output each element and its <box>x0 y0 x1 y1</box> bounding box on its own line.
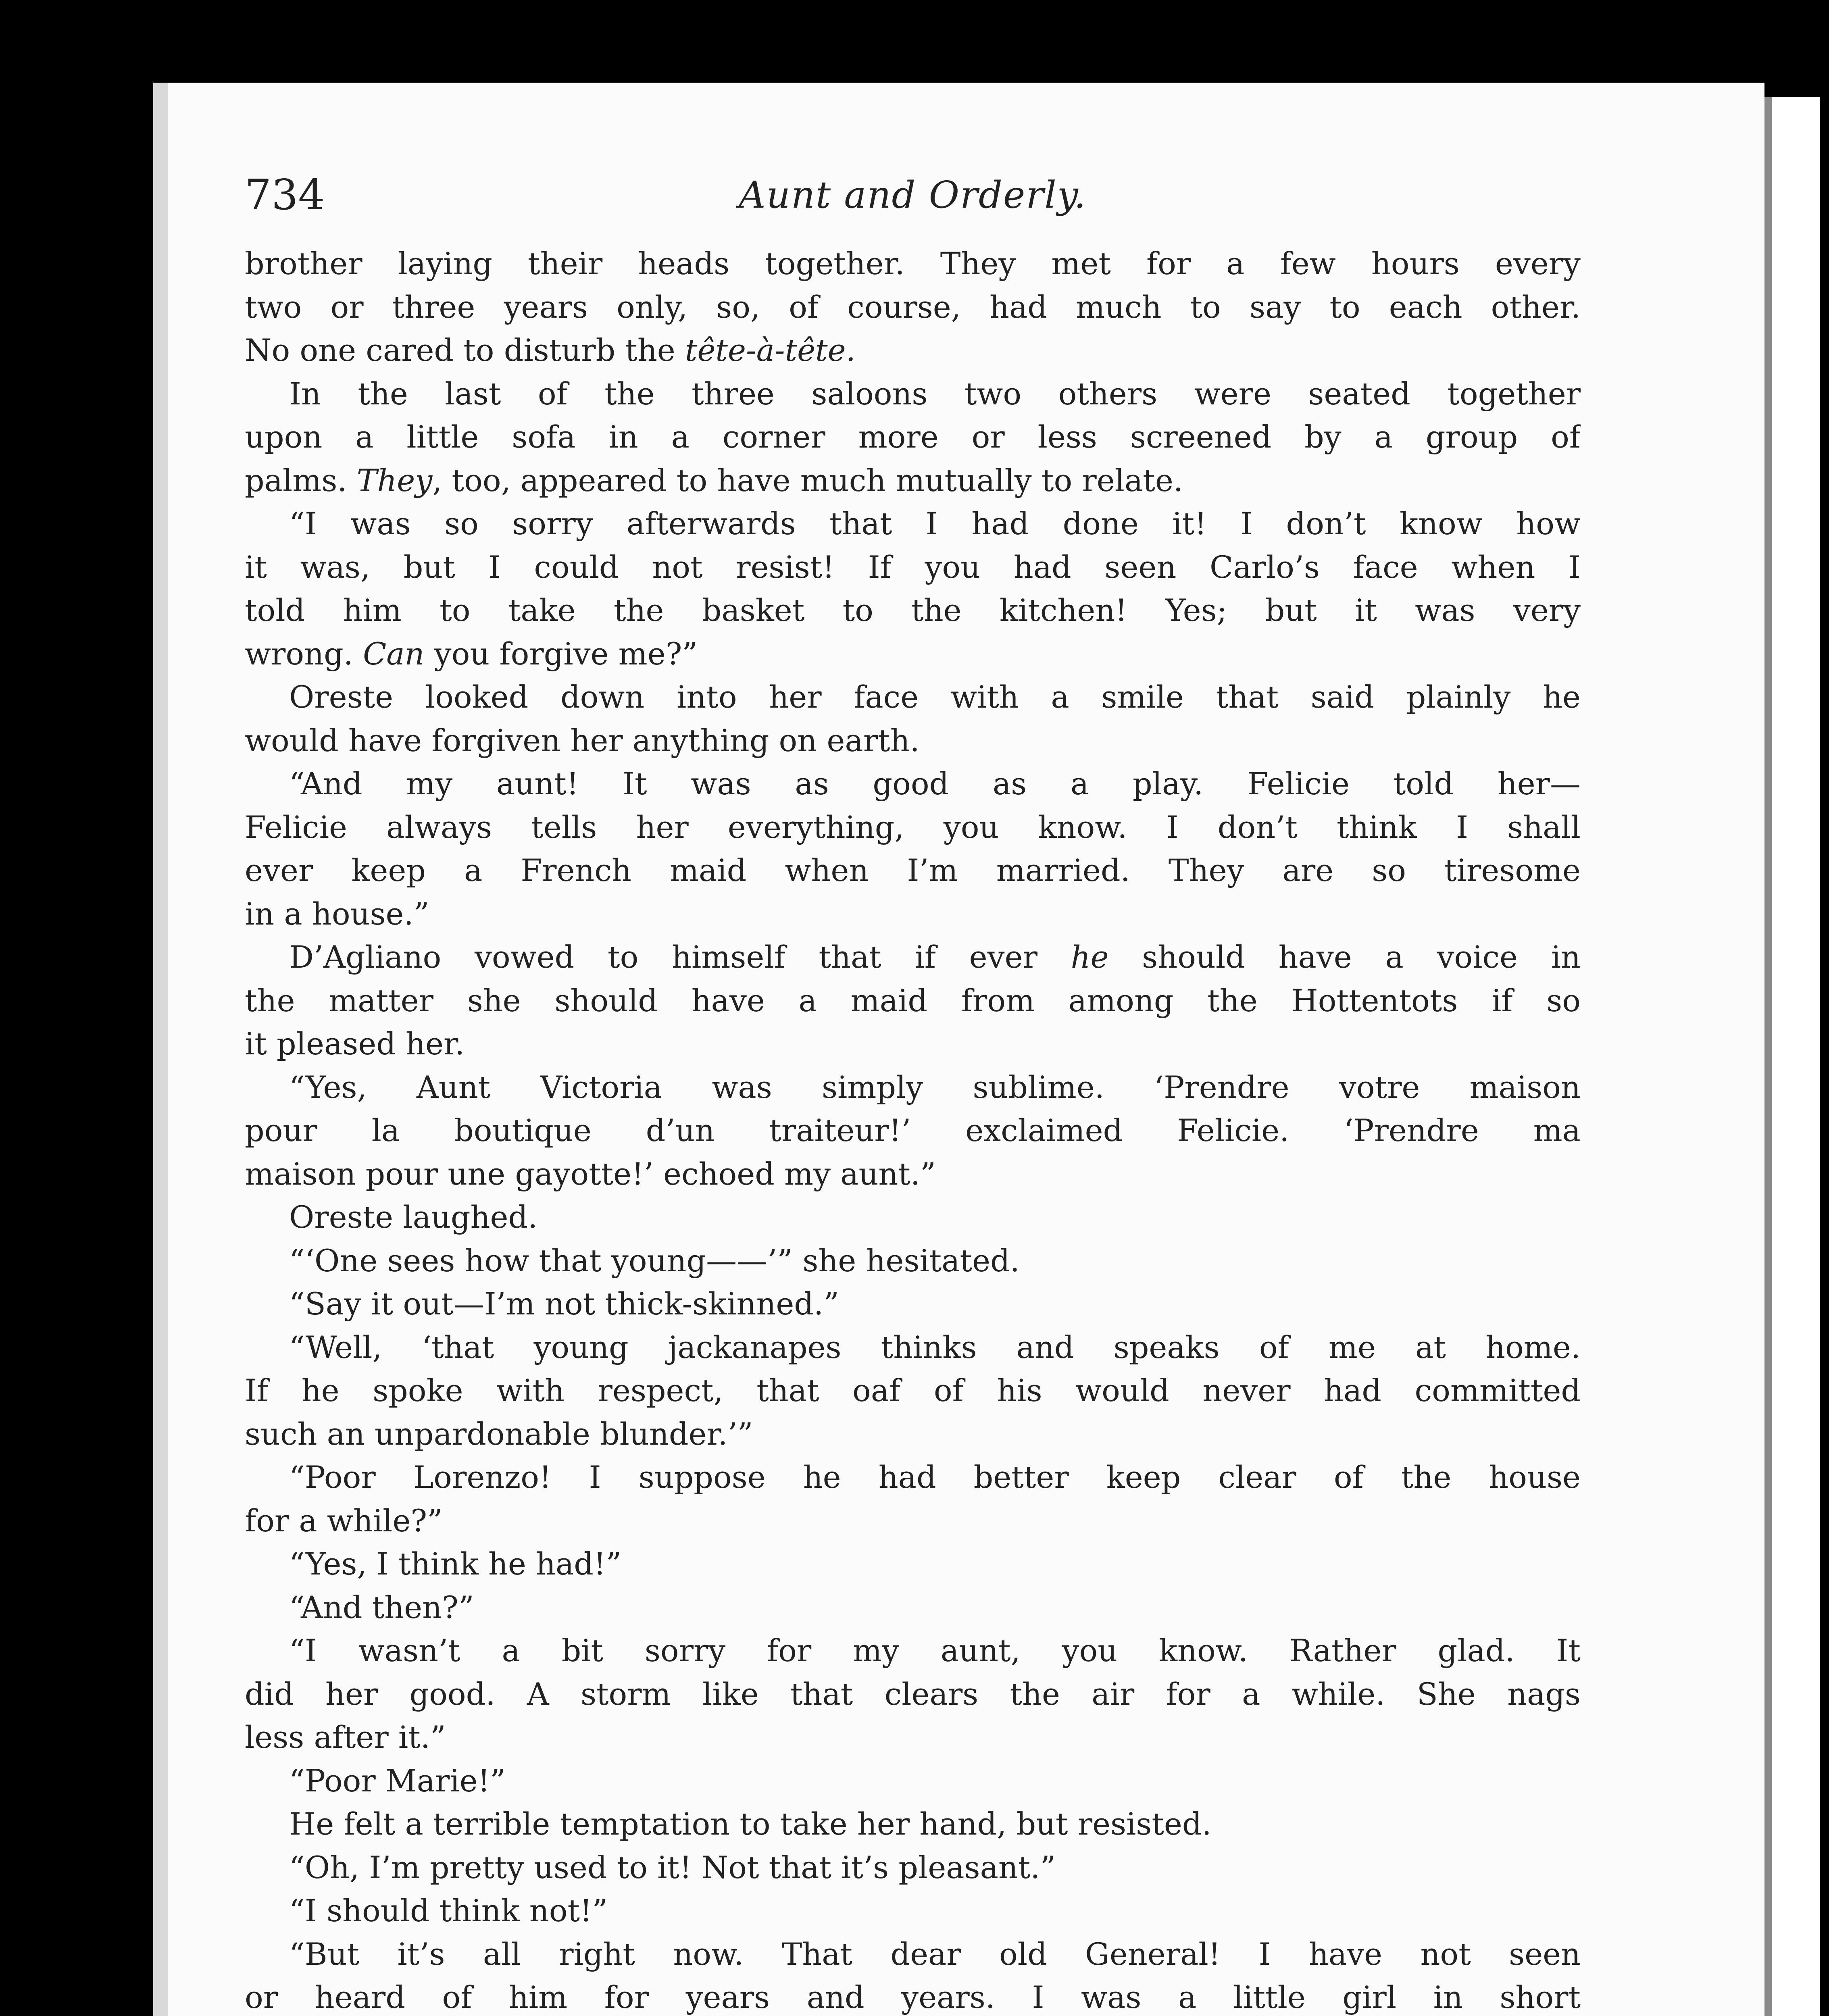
text-line: “I wasn’t a bit sorry for my aunt, you know. Rather glad. It <box>289 1633 1581 1668</box>
text-line: “I was so sorry afterwards that I had done it! I don’t know how <box>289 506 1581 541</box>
text-line: pour la boutique d’un traiteur!’ exclaimed Felicie. ‘Prendre ma <box>245 1112 1581 1148</box>
text-line: ever keep a French maid when I’m married. They are so tiresome <box>245 852 1581 888</box>
text-line: “And then?” <box>289 1589 474 1625</box>
text-line: upon a little sofa in a corner more or less screened by a group of <box>245 419 1581 455</box>
text-line: would have forgiven her anything on earth. <box>245 722 920 758</box>
text-line: Oreste laughed. <box>289 1199 538 1235</box>
text-line: maison pour une gayotte!’ echoed my aunt.” <box>245 1156 936 1192</box>
text-line: Oreste looked down into her face with a smile that said plainly he <box>289 679 1581 715</box>
text-line: it was, but I could not resist! If you had seen Carlo’s face when I <box>245 549 1581 585</box>
text-line: palms. They, too, appeared to have much mutually to relate. <box>245 462 1183 498</box>
text-line: “But it’s all right now. That dear old General! I have not seen <box>289 1936 1581 1972</box>
text-line: If he spoke with respect, that oaf of his would never had committed <box>245 1372 1581 1408</box>
text-line: He felt a terrible temptation to take her hand, but resisted. <box>289 1806 1212 1842</box>
text-line: such an unpardonable blunder.’” <box>245 1416 753 1452</box>
text-line: “Poor Marie!” <box>289 1762 506 1799</box>
text-line: or heard of him for years and years. I was a little girl in short <box>245 1979 1581 2015</box>
text-line: No one cared to disturb the tête-à-tête. <box>245 332 856 368</box>
text-line: two or three years only, so, of course, had much to say to each other. <box>245 289 1581 325</box>
text-line: D’Agliano vowed to himself that if ever he should have a voice in <box>289 939 1581 975</box>
text-line: “Well, ‘that young jackanapes thinks and speaks of me at home. <box>289 1329 1581 1365</box>
running-head <box>245 170 1581 242</box>
text-line: for a while?” <box>245 1502 443 1539</box>
text-line: “‘One sees how that young——’” she hesitated. <box>289 1242 1020 1279</box>
text-line: In the last of the three saloons two others were seated together <box>289 375 1581 412</box>
text-line: “And my aunt! It was as good as a play. Felicie told her— <box>289 766 1581 802</box>
text-line: “Oh, I’m pretty used to it! Not that it’s pleasant.” <box>289 1849 1056 1885</box>
text-line: did her good. A storm like that clears the air for a while. She nags <box>245 1676 1581 1712</box>
text-line: less after it.” <box>245 1719 446 1755</box>
italic-phrase: Can <box>363 635 425 672</box>
italic-phrase: tête-à-tête. <box>685 332 856 368</box>
page-number: 734 <box>245 170 325 219</box>
running-title: Aunt and Orderly. <box>739 173 1087 217</box>
italic-phrase: he <box>1071 939 1109 975</box>
text-line: “Yes, I think he had!” <box>289 1546 622 1582</box>
text-line: “Say it out—I’m not thick-skinned.” <box>289 1286 840 1322</box>
text-line: Felicie always tells her everything, you know. I don’t think I shall <box>245 809 1581 845</box>
italic-phrase: They <box>356 462 433 498</box>
text-line: the matter she should have a maid from among the Hottentots if so <box>245 982 1581 1018</box>
page-text <box>245 170 1581 2016</box>
text-line: “I should think not!” <box>289 1893 608 1929</box>
text-line: it pleased her. <box>245 1026 465 1062</box>
text-line: in a house.” <box>245 896 429 932</box>
text-line: brother laying their heads together. They met for a few hours every <box>245 246 1581 281</box>
page-edge <box>1764 97 1820 2016</box>
text-line: told him to take the basket to the kitchen! Yes; but it was very <box>245 592 1581 628</box>
text-line: wrong. Can you forgive me?” <box>245 635 698 672</box>
text-line: “Poor Lorenzo! I suppose he had better keep clear of the house <box>289 1459 1581 1495</box>
text-line: “Yes, Aunt Victoria was simply sublime. ‘Prendre votre maison <box>289 1069 1581 1105</box>
